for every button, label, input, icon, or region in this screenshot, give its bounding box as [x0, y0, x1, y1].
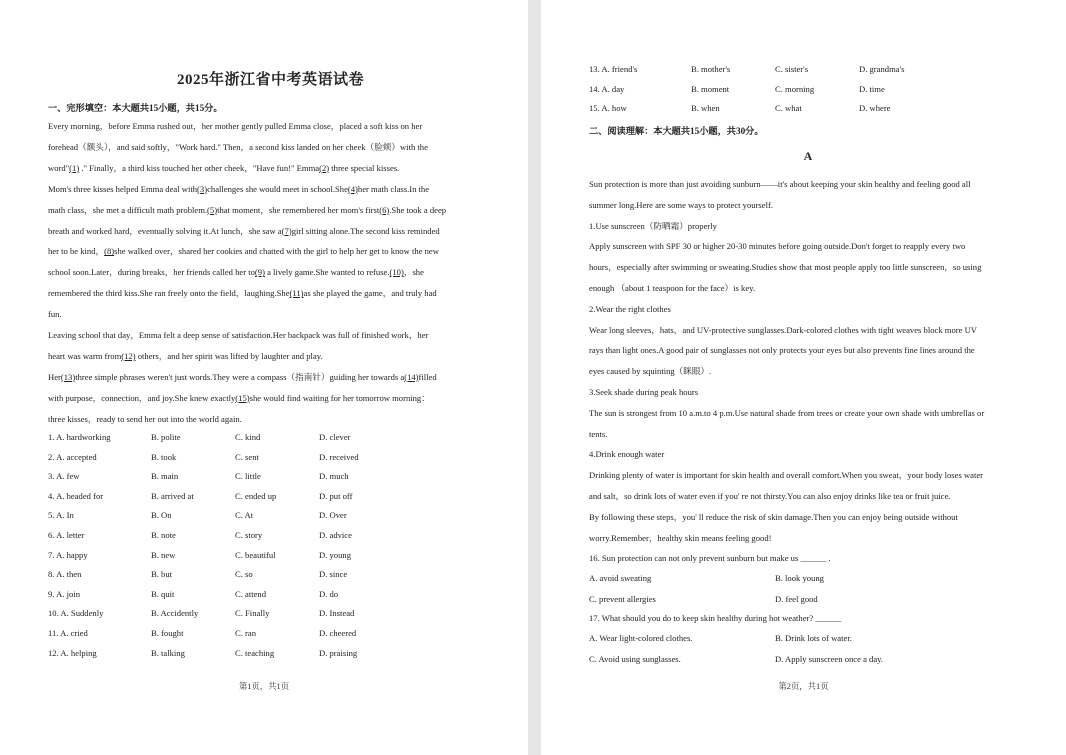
- page-2-footer: 第2页，共1页: [778, 682, 829, 691]
- question-option: B. when: [691, 103, 720, 113]
- passage-text: she walked over，shared her cookies and chatted with the girl to help her get to know the new: [114, 246, 439, 257]
- passage-text: others，and her spirit was lifted by laughter and play.: [135, 350, 323, 361]
- question-option: B. mother's: [691, 64, 731, 74]
- passage-line: [48, 413, 242, 425]
- question-option: C. what: [775, 103, 802, 113]
- passage-line: [48, 120, 422, 132]
- passage-line: Apply sunscreen with SPF 30 or higher 20-30 minutes before going outside.Don't forget to reapply every two: [589, 241, 966, 252]
- passage-text: math class，she met a difficult math problem.: [48, 204, 208, 215]
- question-option-a: 10. A. Suddenly: [48, 608, 104, 619]
- question-17-option-c: C. Avoid using sunglasses.: [589, 654, 681, 664]
- question-option: C. beautiful: [235, 549, 276, 560]
- passage-line: [48, 141, 428, 153]
- blank-number: (7): [281, 225, 292, 236]
- passage-line: and salt，so drink lots of water even if you' re not thirsty.You can also enjoy drinks like tea or fruit juice.: [589, 491, 951, 501]
- question-option: D. grandma's: [859, 64, 905, 74]
- passage-text: her to be kind，: [48, 246, 105, 257]
- question-option: D. time: [859, 83, 885, 94]
- passage-text: school soon.Later，during breaks，her friends called her to: [48, 267, 255, 278]
- passage-line: Drinking plenty of water is important for skin health and overall comfort.When you sweat，your body loses water: [589, 470, 984, 481]
- blank-number: (4): [347, 183, 358, 194]
- question-option: D. cheered: [319, 628, 357, 638]
- passage-text: breath and worked hard，eventually solving it.At lunch，she saw a: [48, 225, 282, 236]
- question-option: B. note: [151, 530, 176, 540]
- question-option: D. much: [319, 471, 349, 482]
- passage-line: [48, 329, 428, 341]
- question-option: C. Finally: [235, 608, 270, 619]
- question-option: C. sister's: [775, 64, 809, 74]
- passage-label: A: [803, 149, 813, 163]
- passage-text: a lively game.She wanted to refuse.: [264, 267, 390, 278]
- blank-number: (12): [121, 350, 136, 361]
- passage-line: [48, 308, 62, 320]
- passage-line: tents.: [589, 428, 608, 439]
- passage-text: ，she: [403, 267, 424, 278]
- question-option: B. Accidently: [151, 608, 199, 619]
- passage-line: enough （about 1 teaspoon for the face）is key.: [589, 283, 756, 293]
- passage-text: .She took a deep: [389, 204, 447, 215]
- passage-line: hours，especially after swimming or sweating.Studies show that most people apply too little sunscreen，so using: [589, 262, 982, 273]
- passage-text: Leaving school that day，Emma felt a deep sense of satisfaction.Her backpack was full of finished work，her: [48, 330, 429, 340]
- question-option: B. quit: [151, 588, 175, 599]
- question-16-option-c: C. prevent allergies: [589, 594, 656, 604]
- question-option: B. fought: [151, 628, 184, 638]
- passage-line: [48, 350, 323, 362]
- passage-text: fun.: [48, 309, 62, 320]
- question-17-stem: 17. What should you do to keep skin healthy during hot weather? ______: [589, 613, 842, 623]
- passage-text: filled: [418, 371, 437, 382]
- question-option: C. teaching: [235, 647, 275, 658]
- passage-line: [48, 204, 446, 216]
- blank-number: (15): [235, 392, 250, 403]
- passage-text: she would find waiting for her tomorrow morning：: [249, 392, 430, 403]
- blank-number: (3): [197, 183, 208, 194]
- passage-text: challenges she would meet in school.She: [207, 183, 348, 194]
- passage-text: heart was warm from: [48, 350, 122, 361]
- passage-line: The sun is strongest from 10 a.m.to 4 p.m.Use natural shade from trees or create your own shade with umbrellas or: [589, 407, 985, 418]
- passage-text: her math class.In the: [357, 183, 430, 194]
- question-option-a: 9. A. join: [48, 588, 80, 599]
- blank-number: (9): [254, 267, 265, 278]
- question-option-a: 11. A. cried: [48, 628, 88, 638]
- passage-line: rays than light ones.A good pair of sunglasses not only protects your eyes but also prevents fine lines around the: [589, 345, 975, 356]
- question-option: B. talking: [151, 647, 185, 658]
- passage-line: Sun protection is more than just avoiding sunburn——it's about keeping your skin healthy and feeling good all: [589, 179, 971, 189]
- exam-page-2: [541, 0, 1066, 755]
- passage-line: Wear long sleeves，hats，and UV-protective sunglasses.Dark-colored clothes with tight weaves block more UV: [589, 324, 977, 335]
- question-option: B. On: [151, 510, 172, 521]
- question-option: D. since: [319, 569, 348, 580]
- question-option: B. main: [151, 471, 179, 482]
- passage-line: 1.Use sunscreen（防晒霜）properly: [589, 220, 717, 231]
- question-option-a: 7. A. happy: [48, 549, 88, 560]
- question-option: B. polite: [151, 432, 181, 442]
- question-option: C. sent: [235, 451, 259, 462]
- passage-line: 3.Seek shade during peak hours: [589, 387, 699, 397]
- question-option: D. where: [859, 103, 891, 113]
- blank-number: (13): [60, 371, 76, 382]
- question-option: D. young: [319, 549, 351, 560]
- blank-number: (11): [289, 288, 304, 299]
- question-option: C. little: [235, 471, 261, 482]
- question-option-a: 13. A. friend's: [589, 64, 638, 74]
- passage-line: [48, 266, 424, 278]
- question-17-option-d: D. Apply sunscreen once a day.: [775, 654, 884, 664]
- passage-text: Every morning，before Emma rushed out，her mother gently pulled Emma close，placed a soft kiss on her: [48, 121, 423, 131]
- section-1-heading: 一、完形填空：本大题共15小题，共15分。: [48, 103, 223, 113]
- blank-number: (1): [69, 162, 80, 173]
- exam-page-1: [0, 0, 528, 755]
- passage-text: three simple phrases weren't just words.They were a compass（指南针）guiding her towards a: [75, 371, 405, 382]
- blank-number: (5): [207, 204, 218, 215]
- question-option: B. took: [151, 451, 177, 462]
- passage-text: Her: [48, 371, 61, 382]
- passage-line: worry.Remember，healthy skin means feeling good!: [589, 532, 772, 543]
- question-option: D. do: [319, 588, 339, 599]
- question-17-option-a: A. Wear light-colored clothes.: [589, 633, 693, 643]
- question-option: C. so: [235, 569, 253, 580]
- passage-line: By following these steps，you' ll reduce the risk of skin damage.Then you can enjoy being outside without: [589, 511, 958, 522]
- question-option: B. new: [151, 549, 176, 560]
- passage-text: three kisses，ready to send her out into the world again.: [48, 413, 242, 424]
- question-option-a: 14. A. day: [589, 83, 625, 94]
- blank-number: (10): [389, 267, 404, 278]
- question-option: B. moment: [691, 83, 730, 94]
- question-option-a: 8. A. then: [48, 569, 82, 580]
- question-option: D. praising: [319, 647, 358, 658]
- question-option: C. ran: [235, 628, 257, 638]
- passage-line: eyes caused by squinting（眯眼）.: [589, 366, 712, 377]
- question-option-a: 4. A. headed for: [48, 490, 104, 501]
- question-option-a: 15. A. how: [589, 103, 627, 113]
- question-option-a: 12. A. helping: [48, 647, 97, 658]
- passage-text: girl sitting alone.The second kiss reminded: [291, 225, 440, 236]
- question-option: C. morning: [775, 83, 815, 94]
- passage-text: Mom's three kisses helped Emma deal with: [48, 183, 198, 194]
- passage-line: 2.Wear the right clothes: [589, 303, 671, 314]
- question-option: C. kind: [235, 432, 261, 442]
- question-option: D. received: [319, 451, 359, 462]
- question-16-option-a: A. avoid sweating: [589, 573, 652, 583]
- passage-text: three special kisses.: [329, 162, 400, 173]
- question-16-option-d: D. feel good: [775, 594, 818, 604]
- question-option-a: 2. A. accepted: [48, 451, 97, 462]
- passage-line: [48, 245, 439, 257]
- question-option: D. Over: [319, 510, 347, 521]
- page-1-footer: 第1页，共1页: [238, 682, 290, 691]
- passage-text: forehead（额头），and said softly，"Work hard." Then，a second kiss landed on her cheek（脸颊）with the: [48, 141, 428, 152]
- blank-number: (2): [319, 162, 330, 173]
- question-17-option-b: B. Drink lots of water.: [775, 633, 852, 643]
- passage-text: word": [48, 162, 70, 173]
- question-option: C. story: [235, 530, 263, 540]
- passage-text: remembered the third kiss.She ran freely onto the field，laughing.She: [48, 288, 290, 299]
- question-option-a: 5. A. In: [48, 510, 74, 521]
- passage-line: 4.Drink enough water: [589, 449, 665, 460]
- passage-text: ." Finally，a third kiss touched her other cheek，"Have fun!" Emma: [79, 162, 320, 173]
- blank-number: (14): [404, 371, 419, 382]
- passage-line: [48, 183, 429, 195]
- question-option: C. At: [235, 510, 254, 521]
- section-2-heading: 二、阅读理解：本大题共15小题，共30分。: [589, 126, 764, 136]
- blank-number: (8): [104, 246, 115, 257]
- question-16-stem: 16. Sun protection can not only prevent sunburn but make us ______ .: [589, 553, 831, 563]
- passage-line: [48, 287, 437, 299]
- passage-text: as she played the game，and truly had: [303, 288, 437, 299]
- question-option-a: 1. A. hardworking: [48, 432, 111, 442]
- passage-line: [48, 162, 399, 174]
- exam-title: 2025年浙江省中考英语试卷: [176, 72, 364, 88]
- question-option: C. attend: [235, 588, 267, 599]
- question-option-a: 6. A. letter: [48, 530, 85, 540]
- question-option: D. put off: [319, 490, 353, 501]
- passage-line: [48, 371, 437, 383]
- question-option: D. clever: [319, 432, 351, 442]
- question-option-a: 3. A. few: [48, 471, 80, 482]
- question-option: C. ended up: [235, 490, 277, 501]
- question-option: B. but: [151, 569, 173, 580]
- question-16-option-b: B. look young: [775, 573, 824, 583]
- blank-number: (6): [379, 204, 390, 215]
- passage-line: [48, 392, 430, 404]
- passage-line: summer long.Here are some ways to protect yourself.: [589, 199, 773, 210]
- question-option: D. advice: [319, 530, 352, 540]
- question-option: B. arrived at: [151, 490, 194, 501]
- passage-text: that moment，she remembered her mom's first: [217, 204, 380, 215]
- passage-text: with purpose，connection，and joy.She knew exactly: [48, 392, 236, 403]
- question-option: D. Instead: [319, 608, 355, 619]
- passage-line: [48, 225, 440, 237]
